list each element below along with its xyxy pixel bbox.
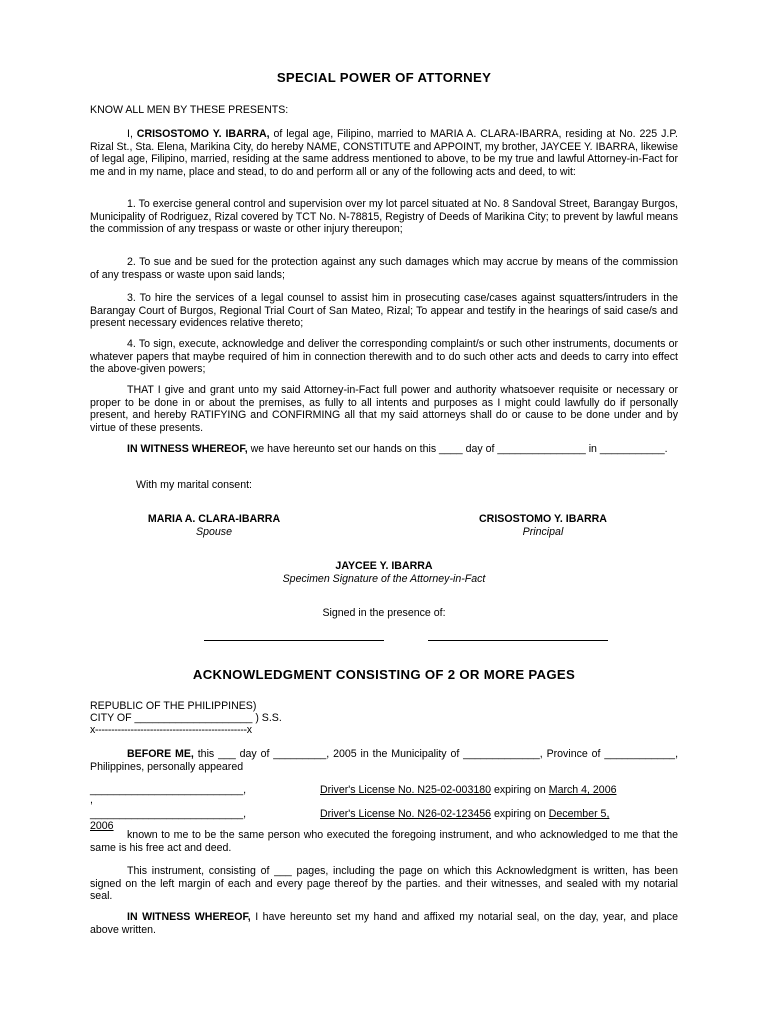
intro-paragraph [90, 128, 678, 178]
presence-label: Signed in the presence of: [322, 607, 446, 619]
appearer-row-2 [90, 808, 678, 821]
license-2-expiring: expiring on [491, 808, 549, 820]
salutation: KNOW ALL MEN BY THESE PRESENTS: [90, 104, 289, 116]
witness-paragraph [90, 443, 678, 456]
license-1-expiring: expiring on [491, 784, 549, 796]
spouse-signature-block [136, 513, 292, 538]
license-1-date: March 4, 2006 [548, 784, 617, 796]
acknowledgment-title: ACKNOWLEDGMENT CONSISTING OF 2 OR MORE PAGES [192, 667, 576, 682]
witness-signature-line-2 [428, 640, 608, 641]
intro-rest: of legal age, Filipino, married to MARIA A. CLARA-IBARRA, residing at No. 225 J.P. Rizal St., Sta. Elena, Marikina City, do hereby NAME, CONSTITUTE and APPOINT, my brother, JAYCEE Y. IBARRA, likewise of legal age, Filipino, married, residing at the same address mentioned to above, to be my true and lawful Attorney-in-Fact for me and in my name, place and stead, to do and perform all or any of the following acts and deed, to wit: [90, 128, 678, 178]
before-me-rest: this ___ day of _________, 2005 in the Municipality of _____________, Province of ____________, Philippines, personally appeared [90, 748, 679, 773]
witness-signature-line-1 [204, 640, 384, 641]
principal-name-bold: CRISOSTOMO Y. IBARRA, [136, 128, 270, 140]
venue-republic: REPUBLIC OF THE PHILIPPINES) [90, 700, 257, 712]
notary-witness-paragraph [90, 911, 678, 936]
grant-paragraph: THAT I give and grant unto my said Attorney-in-Fact full power and authority whatsoever requisite or necessary or proper to be done in or about the premises, as fully to all intents and purposes as I might could lawfully do if personally present, and hereby RATIFYING and CONFIRMING all that my said attorneys shall do or cause to be done under and by virtue of these presents. [90, 384, 678, 434]
known-paragraph: known to me to be the same person who executed the foregoing instrument, and who acknowledged to me that the same is his free act and deed. [90, 829, 678, 854]
appearer-2-blank: __________________________, [90, 808, 247, 820]
appearer-1-blank: __________________________, [90, 784, 247, 796]
before-me-bold: BEFORE ME, [127, 748, 194, 760]
spouse-role: Spouse [196, 525, 232, 538]
principal-name: CRISOSTOMO Y. IBARRA [479, 513, 607, 525]
marital-consent: With my marital consent: [136, 479, 252, 491]
appearer-row-1-tail: , [90, 794, 93, 806]
venue-city: CITY OF ____________________ ) S.S. [90, 712, 282, 724]
power-item-4: 4. To sign, execute, acknowledge and deliver the corresponding complaint/s or such other instruments, documents or whatever papers that maybe required of him in connection therewith and to do such other acts and deeds to carry into effect the above-given powers; [90, 338, 678, 376]
principal-signature-block [468, 513, 618, 538]
power-item-1: 1. To exercise general control and supervision over my lot parcel situated at No. 8 Sandoval Street, Barangay Burgos, Municipality of Rodriguez, Rizal covered by TCT No. N-78815, Registry of Deeds of Marikina City; to prevent by lawful means the commission of any trespass or waste or other injury thereupon; [90, 198, 678, 236]
license-2-date: December 5, [548, 808, 610, 820]
attorney-role: Specimen Signature of the Attorney-in-Fact [282, 572, 486, 585]
principal-role: Principal [522, 525, 564, 538]
license-2-number: Driver's License No. N26-02-123456 [320, 808, 492, 820]
intro-pre: I, [127, 128, 137, 140]
license-2 [320, 808, 609, 821]
instrument-paragraph: This instrument, consisting of ___ pages, including the page on which this Acknowledgment is written, has been signed on the left margin of each and every page thereof by the parties. and their witnesses, and sealed with my notarial seal. [90, 865, 678, 903]
notary-witness-bold: IN WITNESS WHEREOF, [127, 911, 251, 923]
document-title: SPECIAL POWER OF ATTORNEY [276, 70, 492, 85]
before-me-paragraph [90, 748, 678, 773]
witness-bold: IN WITNESS WHEREOF, [127, 443, 248, 455]
attorney-name: JAYCEE Y. IBARRA [335, 560, 433, 572]
attorney-signature-block [90, 560, 678, 585]
venue-divider: x-----------------------------------------------x [90, 724, 252, 736]
witness-rest: we have hereunto set our hands on this ____ day of _______________ in ___________. [247, 443, 668, 455]
license-1-number: Driver's License No. N25-02-003180 [320, 784, 492, 796]
power-item-2: 2. To sue and be sued for the protection against any such damages which may accrue by means of the commission of any trespass or waste upon said lands; [90, 256, 678, 281]
license-2-year: 2006 [90, 820, 114, 832]
power-item-3: 3. To hire the services of a legal counsel to assist him in prosecuting case/cases against squatters/intruders in the Barangay Court of Burgos, Regional Trial Court of San Mateo, Rizal; To appear and testify in the hearings of said case/s and present necessary evidences relative thereto; [90, 292, 678, 330]
notary-witness-rest: I have hereunto set my hand and affixed my notarial seal, on the day, year, and place above written. [90, 911, 678, 936]
spouse-name: MARIA A. CLARA-IBARRA [147, 513, 281, 525]
